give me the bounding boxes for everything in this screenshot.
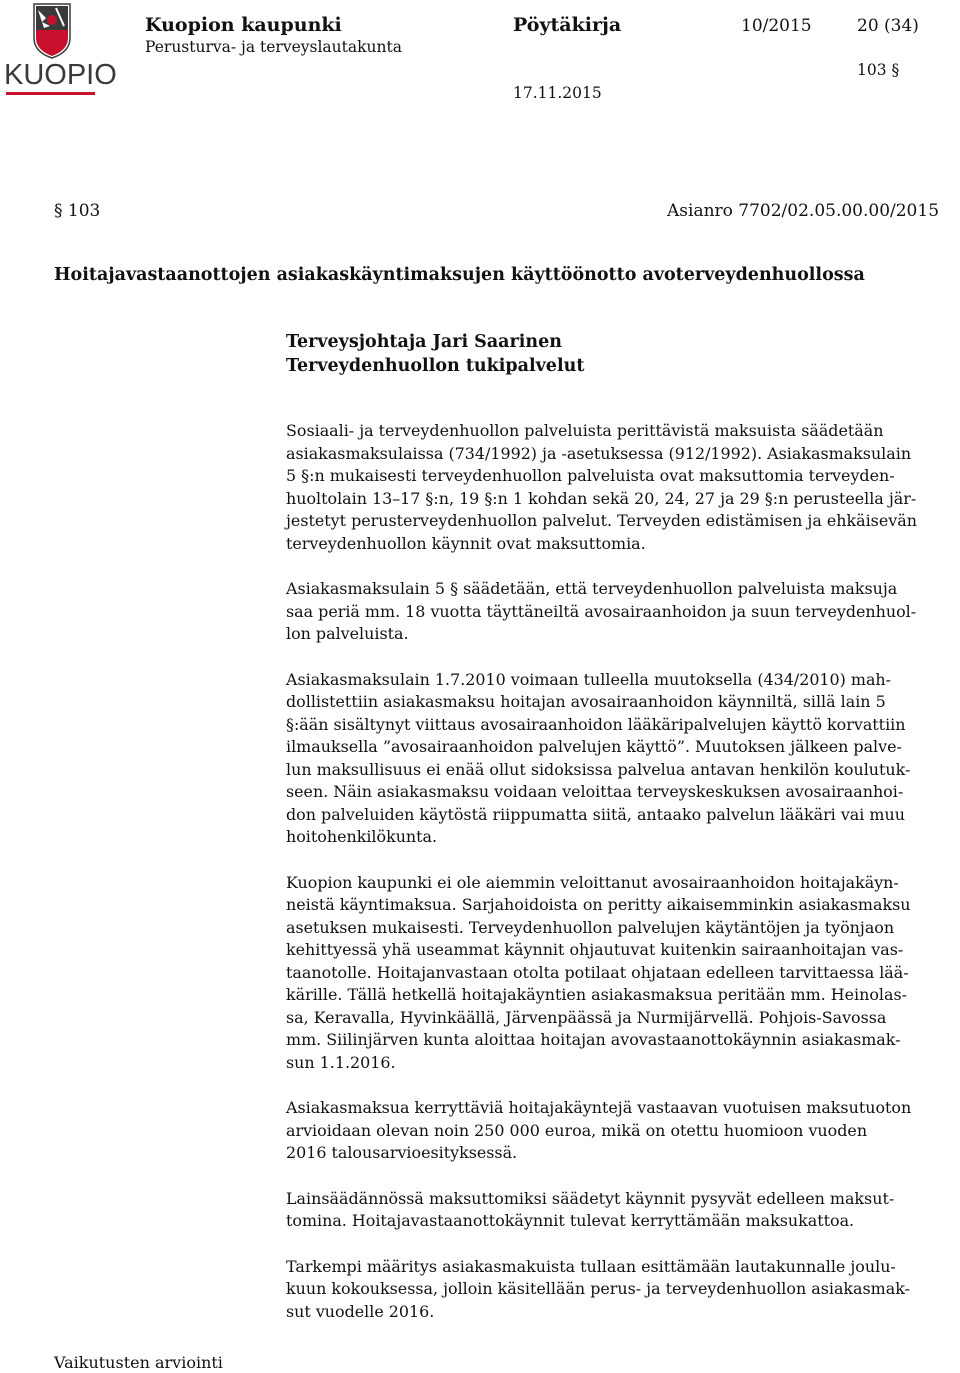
paragraph: Lainsäädännössä maksuttomiksi säädetyt käynnit pysyvät edelleen maksut- tomina. Hoitajavastaanottokäynnit tulevat kerryttämään maksukattoa. <box>286 1188 895 1230</box>
paragraph: Asiakasmaksulain 5 § säädetään, että terveydenhuollon palveluista maksuja saa periä mm. 18 vuotta täyttäneiltä avosairaanhoidon ja suun terveydenhuol- lon palveluista. <box>286 579 917 643</box>
organization-name: Kuopion kaupunki <box>145 14 342 36</box>
page-title: Hoitajavastaanottojen asiakaskäyntimaksujen käyttöönotto avoterveydenhuollossa <box>54 265 865 285</box>
board-name: Perusturva- ja terveyslautakunta <box>145 38 402 56</box>
meeting-date: 17.11.2015 <box>513 84 602 102</box>
body-content <box>286 420 960 1346</box>
paragraph: Tarkempi määritys asiakasmakuista tullaan esittämään lautakunnalle joulu- kuun kokouksessa, jolloin käsitellään perus- ja terveydenhuollon asiakasmak- sut vuodelle 2016. <box>286 1256 910 1321</box>
side-heading: Vaikutusten arviointi <box>54 1353 223 1372</box>
document-number: 10/2015 <box>741 16 812 36</box>
paragraph: Asiakasmaksulain 1.7.2010 voimaan tulleella muutoksella (434/2010) mah- dollistettiin asiakasmaksu hoitajan avosairaanhoidon käynniltä, sillä lain 5 §:ään sisältynyt viittaus avosairaanhoidon lääkäripalvelujen käyttö korvattiin ilmauksella ”avosairaanhoidon palvelujen käyttö”. Muutoksen jälkeen palve- lun maksullisuus ei enää ollut sidoksissa palvelua antavan henkilön koulutuk- seen. Näin asiakasmaksu voidaan veloittaa terveyskeskuksen avosairaanhoi- don palveluiden käytöstä riippumatta siitä, antaako palvelun lääkäri vai muu hoitohenkilökunta. <box>286 669 911 846</box>
paragraph: Sosiaali- ja terveydenhuollon palveluista perittävistä maksuista säädetään asiakasmaksulaissa (734/1992) ja -asetuksessa (912/1992). Asiakasmaksulain 5 §:n mukaisesti terveydenhuollon palveluista ovat maksuttomia terveyden- huoltolain 13–17 §:n, 19 §:n 1 kohdan sekä 20, 24, 27 ja 29 §:n perusteella jär- jestetyt perusterveydenhuollon palvelut. Terveyden edistämisen ja ehkäisevän terveydenhuollon käynnit ovat maksuttomia. <box>286 421 917 553</box>
paragraph: Asiakasmaksua kerryttäviä hoitajakäyntejä vastaavan vuotuisen maksutuoton arvioidaan olevan noin 250 000 euroa, mikä on otettu huomioon vuoden 2016 talousarvioesityksessä. <box>286 1098 912 1162</box>
kuopio-logo <box>0 0 117 100</box>
section-reference: 103 § <box>857 61 900 79</box>
section-number: § 103 <box>54 201 101 221</box>
record-number: Asianro 7702/02.05.00.00/2015 <box>667 201 940 221</box>
page-number: 20 (34) <box>857 16 919 36</box>
paragraph: Kuopion kaupunki ei ole aiemmin veloittanut avosairaanhoidon hoitajakäyn- neistä käyntimaksua. Sarjahoidoista on peritty aikaisemminkin asiakasmaksu asetuksen mukaisesti. Terveydenhuollon palvelujen käytäntöjen ja työnjaon kehittyessä yhä useammat käynnit ohjautuvat kuitenkin sairaanhoitajan vas- taanotolle. Hoitajanvastaan otolta potilaat ohjataan edelleen tarvittaessa lää- kärille. Tällä hetkellä hoitajakäyntien asiakasmaksua peritään mm. Heinolas- sa, Keravalla, Hyvinkäällä, Järvenpäässä ja Nurmijärvellä. Pohjois-Savossa mm. Siilinjärven kunta aloittaa hoitajan avovastaanottokäynnin asiakasmak- sun 1.1.2016. <box>286 872 911 1072</box>
presenter-name: Terveysjohtaja Jari Saarinen <box>286 332 562 352</box>
presenter-unit: Terveydenhuollon tukipalvelut <box>286 356 585 376</box>
logo-wordmark: KUOPIO <box>4 59 117 91</box>
document-type: Pöytäkirja <box>513 14 622 36</box>
logo-underline <box>6 92 95 95</box>
